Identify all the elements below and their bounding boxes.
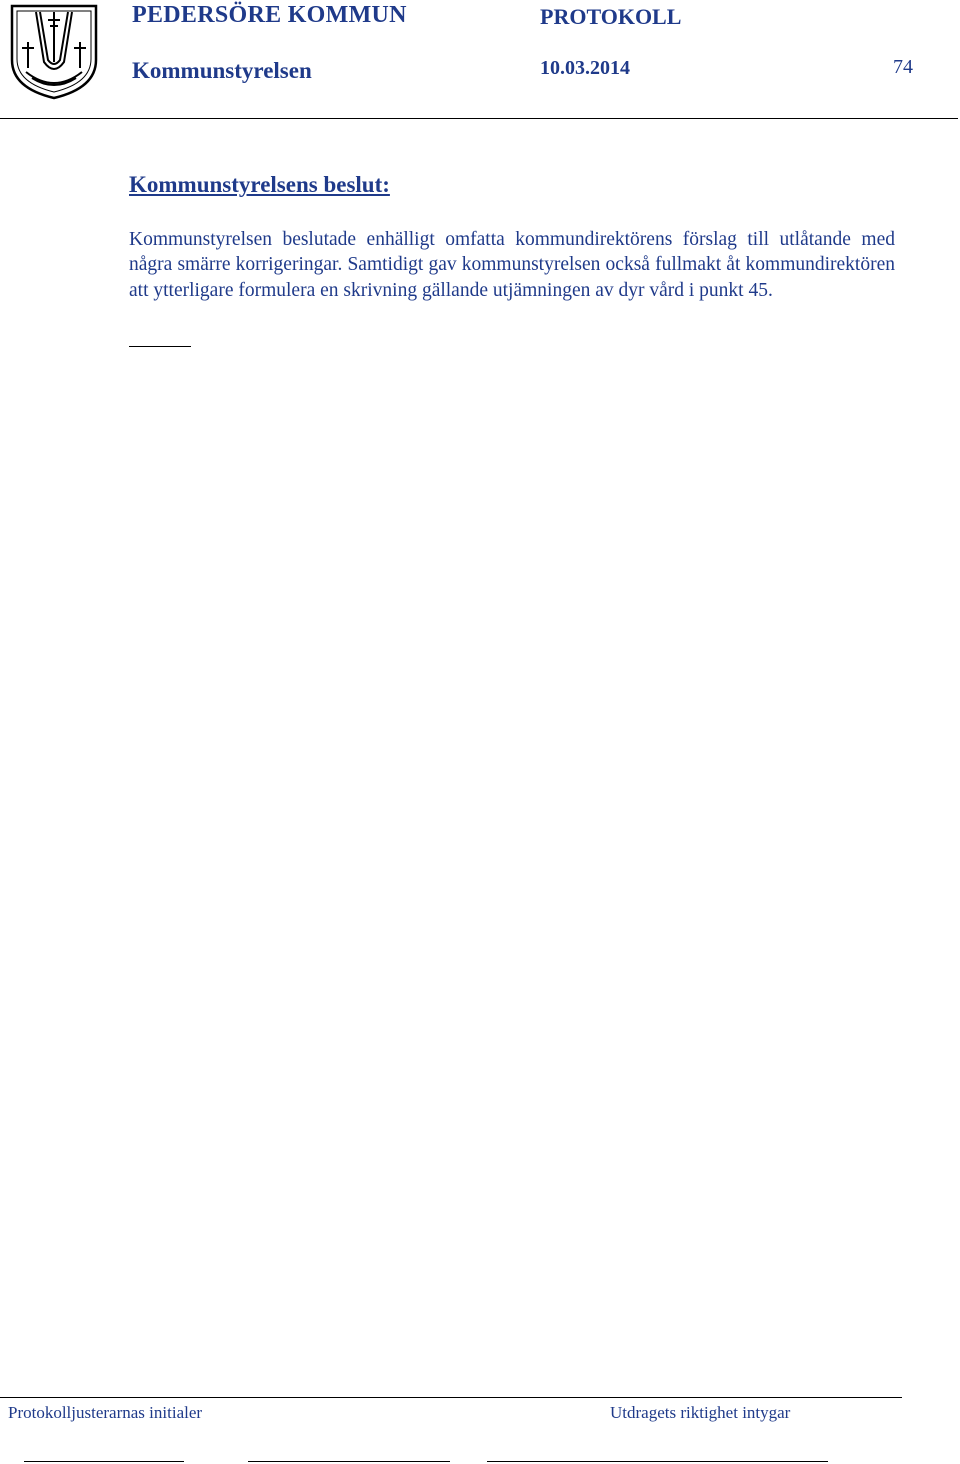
decision-paragraph: Kommunstyrelsen beslutade enhälligt omfatta kommundirektörens förslag till utlåtande med några smärre korrigeringar. Samtidigt gav kommunstyrelsen också fullmakt åt kommundirektören att ytterligare formulera en skrivning gällande utjämningen av dyr vård i punkt 45. [129,229,895,301]
section-heading: Kommunstyrelsens beslut: [129,172,390,197]
document-type: PROTOKOLL [540,4,682,29]
meeting-date: 10.03.2014 [540,57,630,79]
page-number: 74 [893,56,913,78]
header-divider [0,118,958,119]
coat-of-arms-icon [8,2,100,100]
municipality-name: PEDERSÖRE KOMMUN [132,2,407,28]
signature-line [487,1461,828,1462]
governing-body: Kommunstyrelsen [132,58,312,83]
certified-label: Utdragets riktighet intygar [610,1403,791,1422]
initials-label: Protokolljusterarnas initialer [8,1403,203,1422]
footer-divider [0,1397,902,1398]
signature-line [248,1461,450,1462]
signature-line [24,1461,184,1462]
section-end-rule [129,346,191,347]
